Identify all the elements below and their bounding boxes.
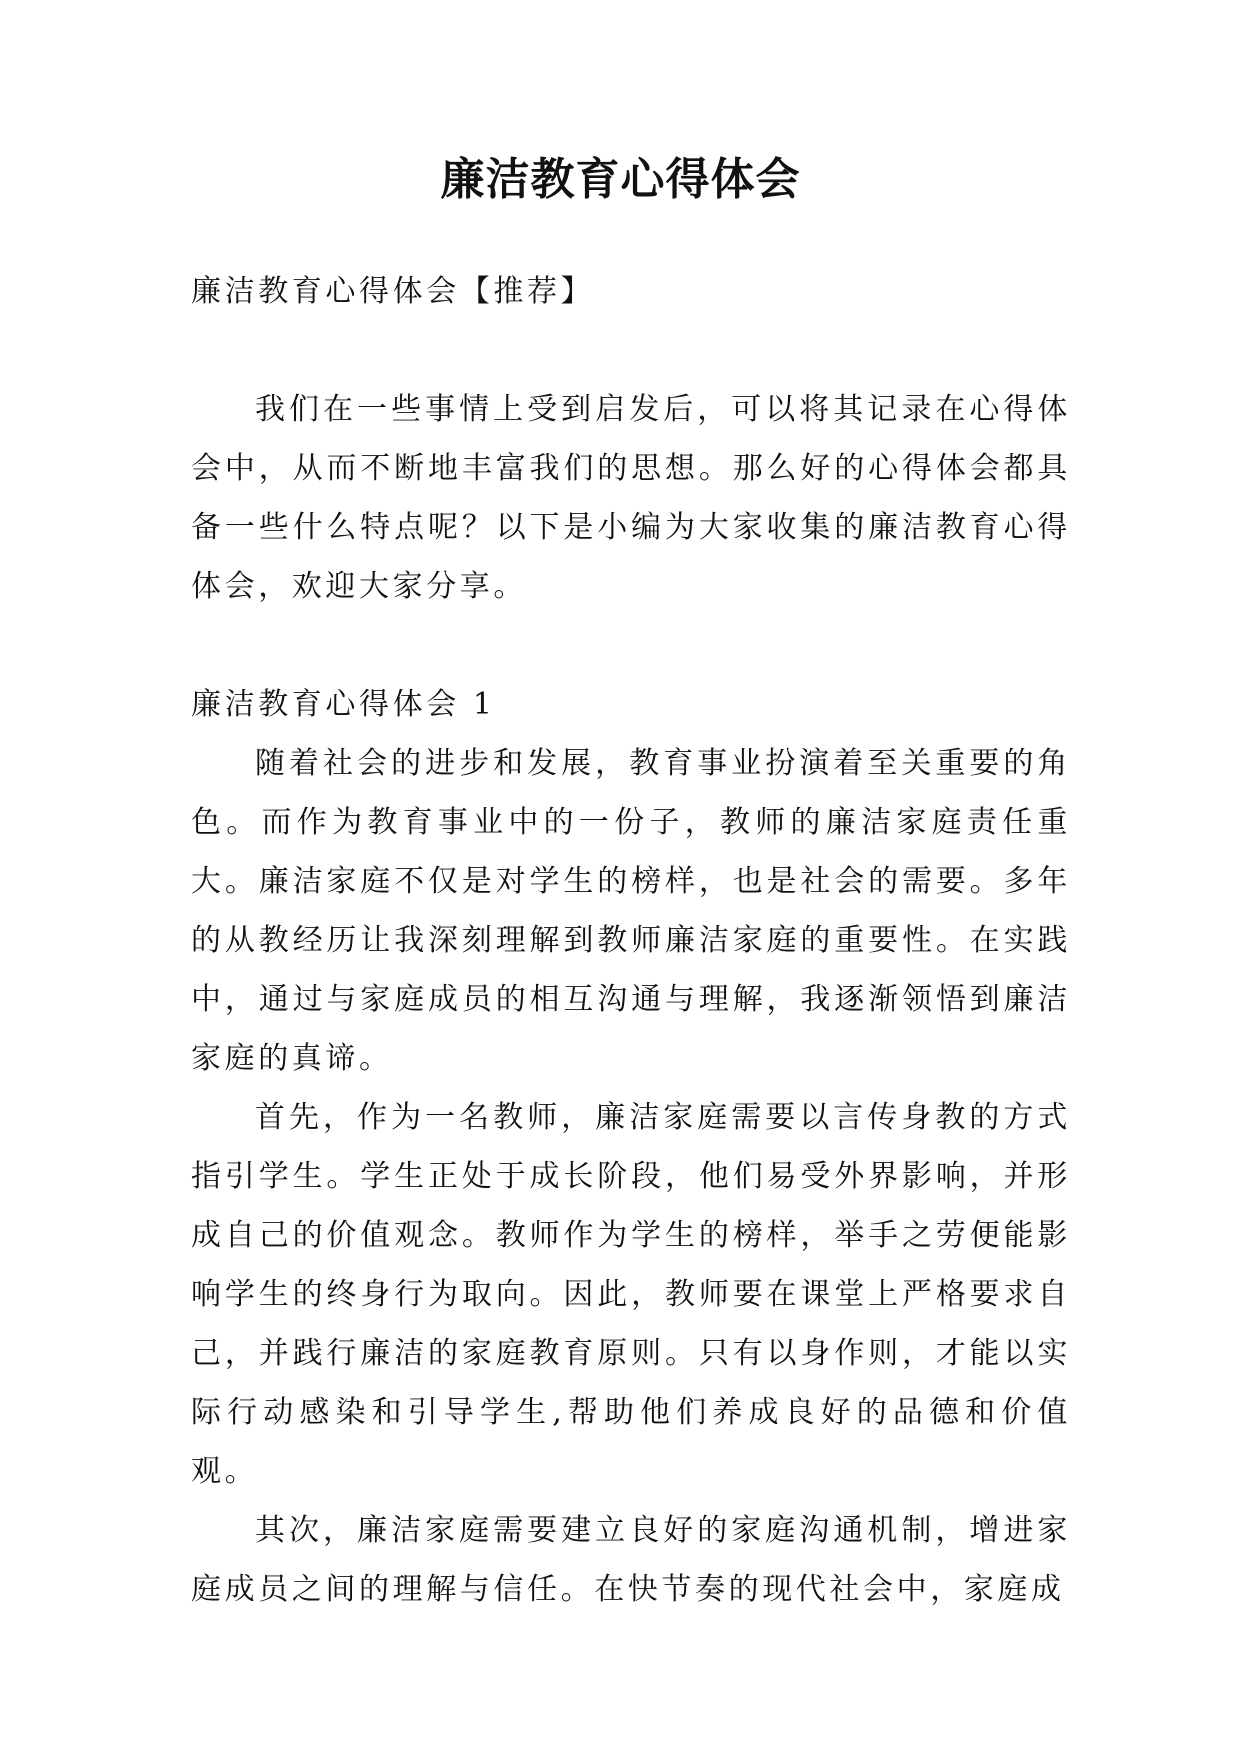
document-body xyxy=(191,262,1071,1619)
document-subtitle: 廉洁教育心得体会【推荐】 xyxy=(191,274,595,309)
body-paragraph-2: 首先，作为一名教师，廉洁家庭需要以言传身教的方式指引学生。学生正处于成长阶段，他们易受外界影响，并形成自己的价值观念。教师作为学生的榜样，举手之劳便能影响学生的终身行为取向。因此，教师要在课堂上严格要求自己，并践行廉洁的家庭教育原则。只有以身作则，才能以实际行动感染和引导学生,帮助他们养成良好的品德和价值观。 xyxy=(191,1100,1071,1489)
section-heading: 廉洁教育心得体会 1 xyxy=(191,687,496,722)
document-title: 廉洁教育心得体会 xyxy=(440,154,801,205)
body-paragraph-1: 随着社会的进步和发展，教育事业扮演着至关重要的角色。而作为教育事业中的一份子，教师的廉洁家庭责任重大。廉洁家庭不仅是对学生的榜样，也是社会的需要。多年的从教经历让我深刻理解到教师廉洁家庭的重要性。在实践中，通过与家庭成员的相互沟通与理解，我逐渐领悟到廉洁家庭的真谛。 xyxy=(191,746,1071,1076)
intro-paragraph: 我们在一些事情上受到启发后，可以将其记录在心得体会中，从而不断地丰富我们的思想。那么好的心得体会都具备一些什么特点呢？以下是小编为大家收集的廉洁教育心得体会，欢迎大家分享。 xyxy=(191,392,1071,604)
body-paragraph-3: 其次，廉洁家庭需要建立良好的家庭沟通机制，增进家庭成员之间的理解与信任。在快节奏的现代社会中，家庭成 xyxy=(191,1513,1071,1607)
